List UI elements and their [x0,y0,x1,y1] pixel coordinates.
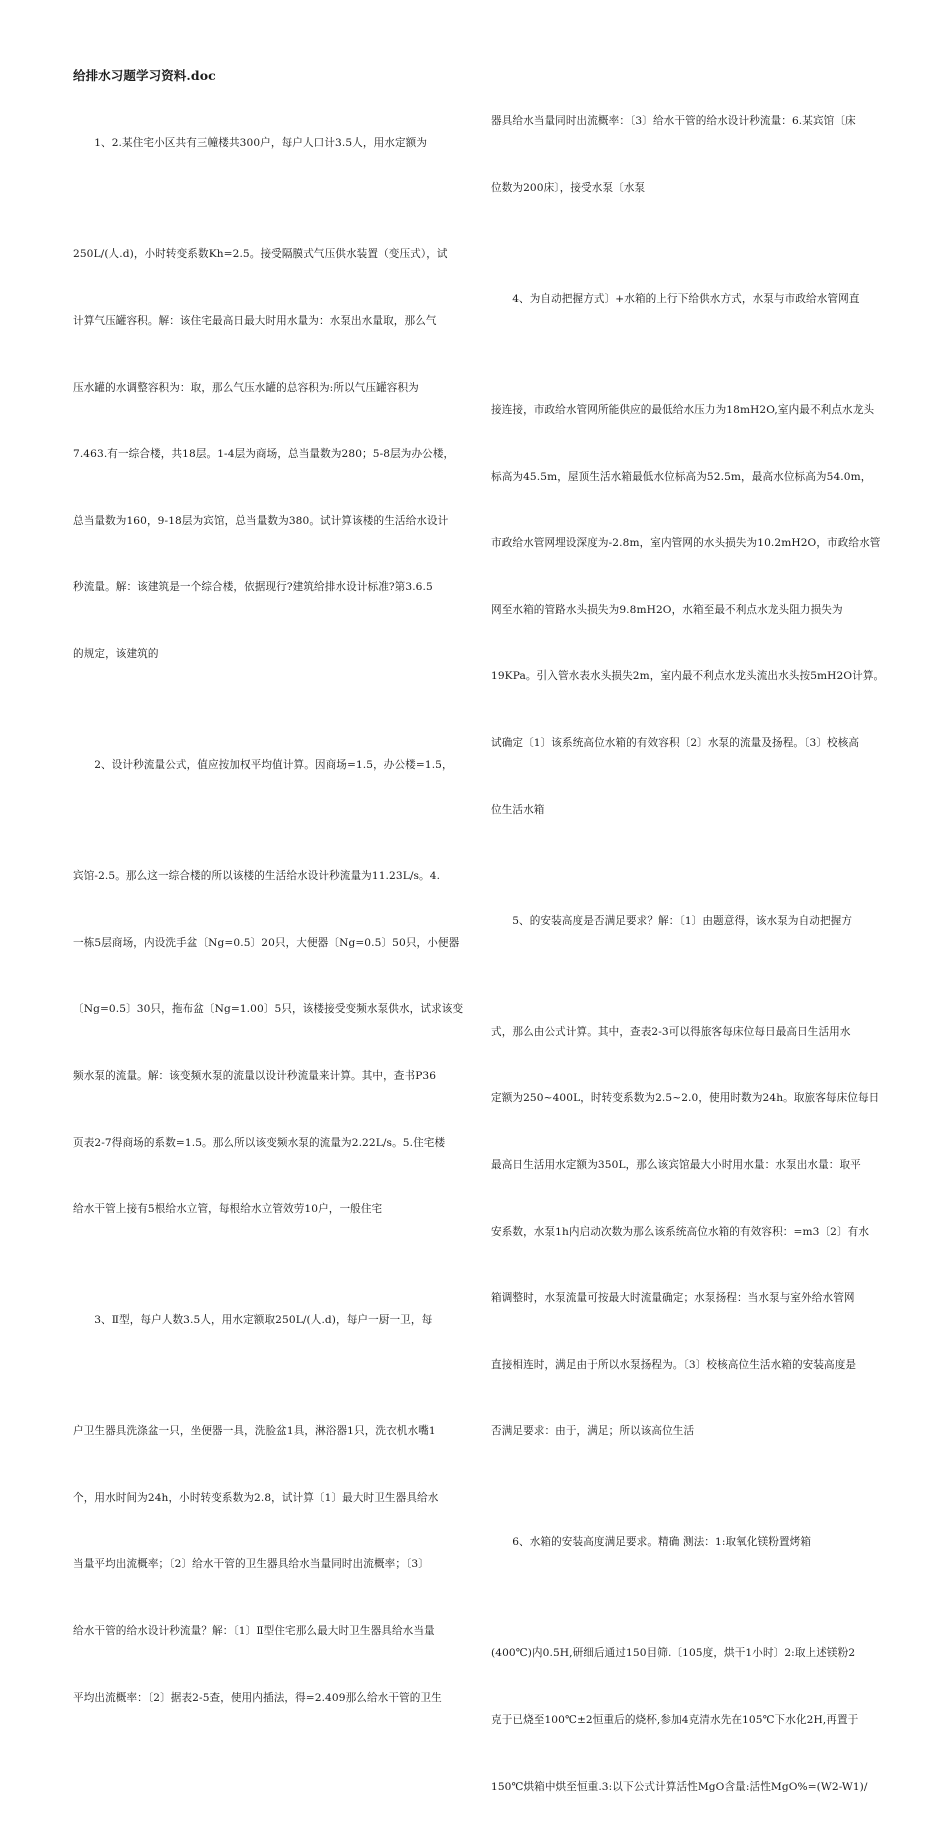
page-title [73,66,473,86]
paragraph-1 [73,88,473,199]
text-line: 安系数，水泵1h内启动次数为那么该系统高位水箱的有效容积：=m3〔2〕有水 [491,1225,870,1238]
paragraph-2 [73,710,473,821]
text-line: 一栋5层商场，内设洗手盆〔Ng=0.5〕20只，大便器〔Ng=0.5〕50只，小便器 [73,936,460,949]
paragraph-3 [73,1265,473,1376]
paragraph-5 [491,865,896,976]
document-title: 给排水习题学习资料.doc [73,68,216,83]
text-line: 个，用水时间为24h，小时转变系数为2.8，试计算〔1〕最大时卫生器具给水 [73,1491,439,1504]
paragraph-5-cont [491,976,896,1487]
text-line: 250L/(人.d)，小时转变系数Kh=2.5。接受隔膜式气压供水装置（变压式），试 [73,248,448,261]
text-line: 位数为200床〕，接受水泵〔水泵 [491,182,646,195]
text-line: 网至水箱的管路水头损失为9.8mH2O，水箱至最不利点水龙头阻力损失为 [491,603,843,616]
text-line: 宾馆-2.5。那么这一综合楼的所以该楼的生活给水设计秒流量为11.23L/s。4. [73,870,441,883]
text-line: 2、设计秒流量公式，值应按加权平均值计算。因商场=1.5，办公楼=1.5， [94,759,453,772]
text-line: 页表2-7得商场的系数=1.5。那么所以该变频水泵的流量为2.22L/s。5.住宅楼 [73,1136,446,1149]
text-line: 器具给水当量同时出流概率：〔3〕给水干管的给水设计秒流量：6.某宾馆〔床 [491,115,856,128]
text-line: 标高为45.5m，屋顶生活水箱最低水位标高为52.5m，最高水位标高为54.0m， [491,470,872,483]
paragraph-6 [491,1487,896,1598]
paragraph-2-cont [73,821,473,1265]
text-line: 5、的安装高度是否满足要求？解：〔1〕由题意得，该水泵为自动把握方 [512,914,853,927]
text-line: 压水罐的水调整容积为：取，那么气压水罐的总容积为:所以气压罐容积为 [73,381,419,394]
text-line: 否满足要求：由于，满足；所以该高位生活 [491,1425,695,1438]
paragraph-6-cont [491,1598,896,1842]
right-column [491,66,896,1842]
text-line: 频水泵的流量。解：该变频水泵的流量以设计秒流量来计算。其中，查书P36 [73,1069,437,1082]
paragraph-3-continued [491,66,896,244]
left-column [73,88,473,1753]
text-line: 克于已烧至100℃±2恒重后的烧杯,参加4克清水先在105℃下水化2H,再置于 [491,1714,859,1727]
text-line: 最高日生活用水定额为350L，那么该宾馆最大小时用水量：水泵出水量：取平 [491,1158,861,1171]
text-line: 直接相连时，满足由于所以水泵扬程为。〔3〕校核高位生活水箱的安装高度是 [491,1358,857,1371]
text-line: 〔Ng=0.5〕30只，拖布盆〔Ng=1.00〕5只，该楼接受变频水泵供水，试求该变 [73,1003,464,1016]
text-line: 秒流量。解：该建筑是一个综合楼，依据现行?建筑给排水设计标准?第3.6.5 [73,581,433,594]
text-line: 4、为自动把握方式〕+水箱的上行下给供水方式，水泵与市政给水管网直 [512,293,860,306]
text-line: 定额为250~400L，时转变系数为2.5~2.0，使用时数为24h。取旅客每床位每日 [491,1092,880,1105]
text-line: 3、Ⅱ型，每户人数3.5人，用水定额取250L/(人.d)，每户一厨一卫，每 [94,1314,433,1327]
paragraph-3-cont [73,1376,473,1753]
text-line: 6、水箱的安装高度满足要求。精确 测法：1:取氧化镁粉置烤箱 [512,1536,812,1549]
text-line: 19KPa。引入管水表水头损失2m，室内最不利点水龙头流出水头按5mH2O计算。 [491,670,885,683]
text-line: 的规定，该建筑的 [73,648,159,661]
paragraph-4 [491,244,896,355]
text-line: 位生活水箱 [491,803,545,816]
paragraph-4-cont [491,355,896,866]
text-line: 计算气压罐容积。解：该住宅最高日最大时用水量为：水泵出水量取，那么气 [73,315,437,328]
text-line: 式，那么由公式计算。其中，查表2-3可以得旅客每床位每日最高日生活用水 [491,1025,851,1038]
text-line: 7.463.有一综合楼，共18层。1-4层为商场，总当量数为280；5-8层为办公楼， [73,448,455,461]
text-line: 150℃烘箱中烘至恒重.3:以下公式计算活性MgO含量:活性MgO%=(W2-W1)/ [491,1780,868,1793]
text-line: 给水干管的给水设计秒流量？解：〔1〕Ⅱ型住宅那么最大时卫生器具给水当量 [73,1625,435,1638]
paragraph-1-cont [73,199,473,710]
text-line: 平均出流概率：〔2〕据表2-5查，使用内插法，得=2.409那么给水干管的卫生 [73,1691,442,1704]
text-line: 总当量数为160，9-18层为宾馆，总当量数为380。试计算该楼的生活给水设计 [73,514,449,527]
text-line: (400℃)内0.5H,研细后通过150目筛.〔105度，烘干1小时〕2:取上述镁粉2 [491,1647,856,1660]
text-line: 试确定〔1〕该系统高位水箱的有效容积〔2〕水泵的流量及扬程。〔3〕校核高 [491,737,860,750]
text-line: 户卫生器具洗涤盆一只，坐便器一具，洗脸盆1具，淋浴器1只，洗衣机水嘴1 [73,1425,436,1438]
text-line: 市政给水管网埋设深度为-2.8m，室内管网的水头损失为10.2mH2O，市政给水管 [491,537,881,550]
text-line: 1、2.某住宅小区共有三幢楼共300户，每户人口计3.5人，用水定额为 [94,137,428,150]
text-line: 给水干管上接有5根给水立管，每根给水立管效劳10户，一般住宅 [73,1203,383,1216]
text-line: 箱调整时，水泵流量可按最大时流量确定；水泵扬程：当水泵与室外给水管网 [491,1292,855,1305]
text-line: 接连接，市政给水管网所能供应的最低给水压力为18mH2O,室内最不利点水龙头 [491,404,875,417]
text-line: 当量平均出流概率；〔2〕给水干管的卫生器具给水当量同时出流概率；〔3〕 [73,1558,429,1571]
